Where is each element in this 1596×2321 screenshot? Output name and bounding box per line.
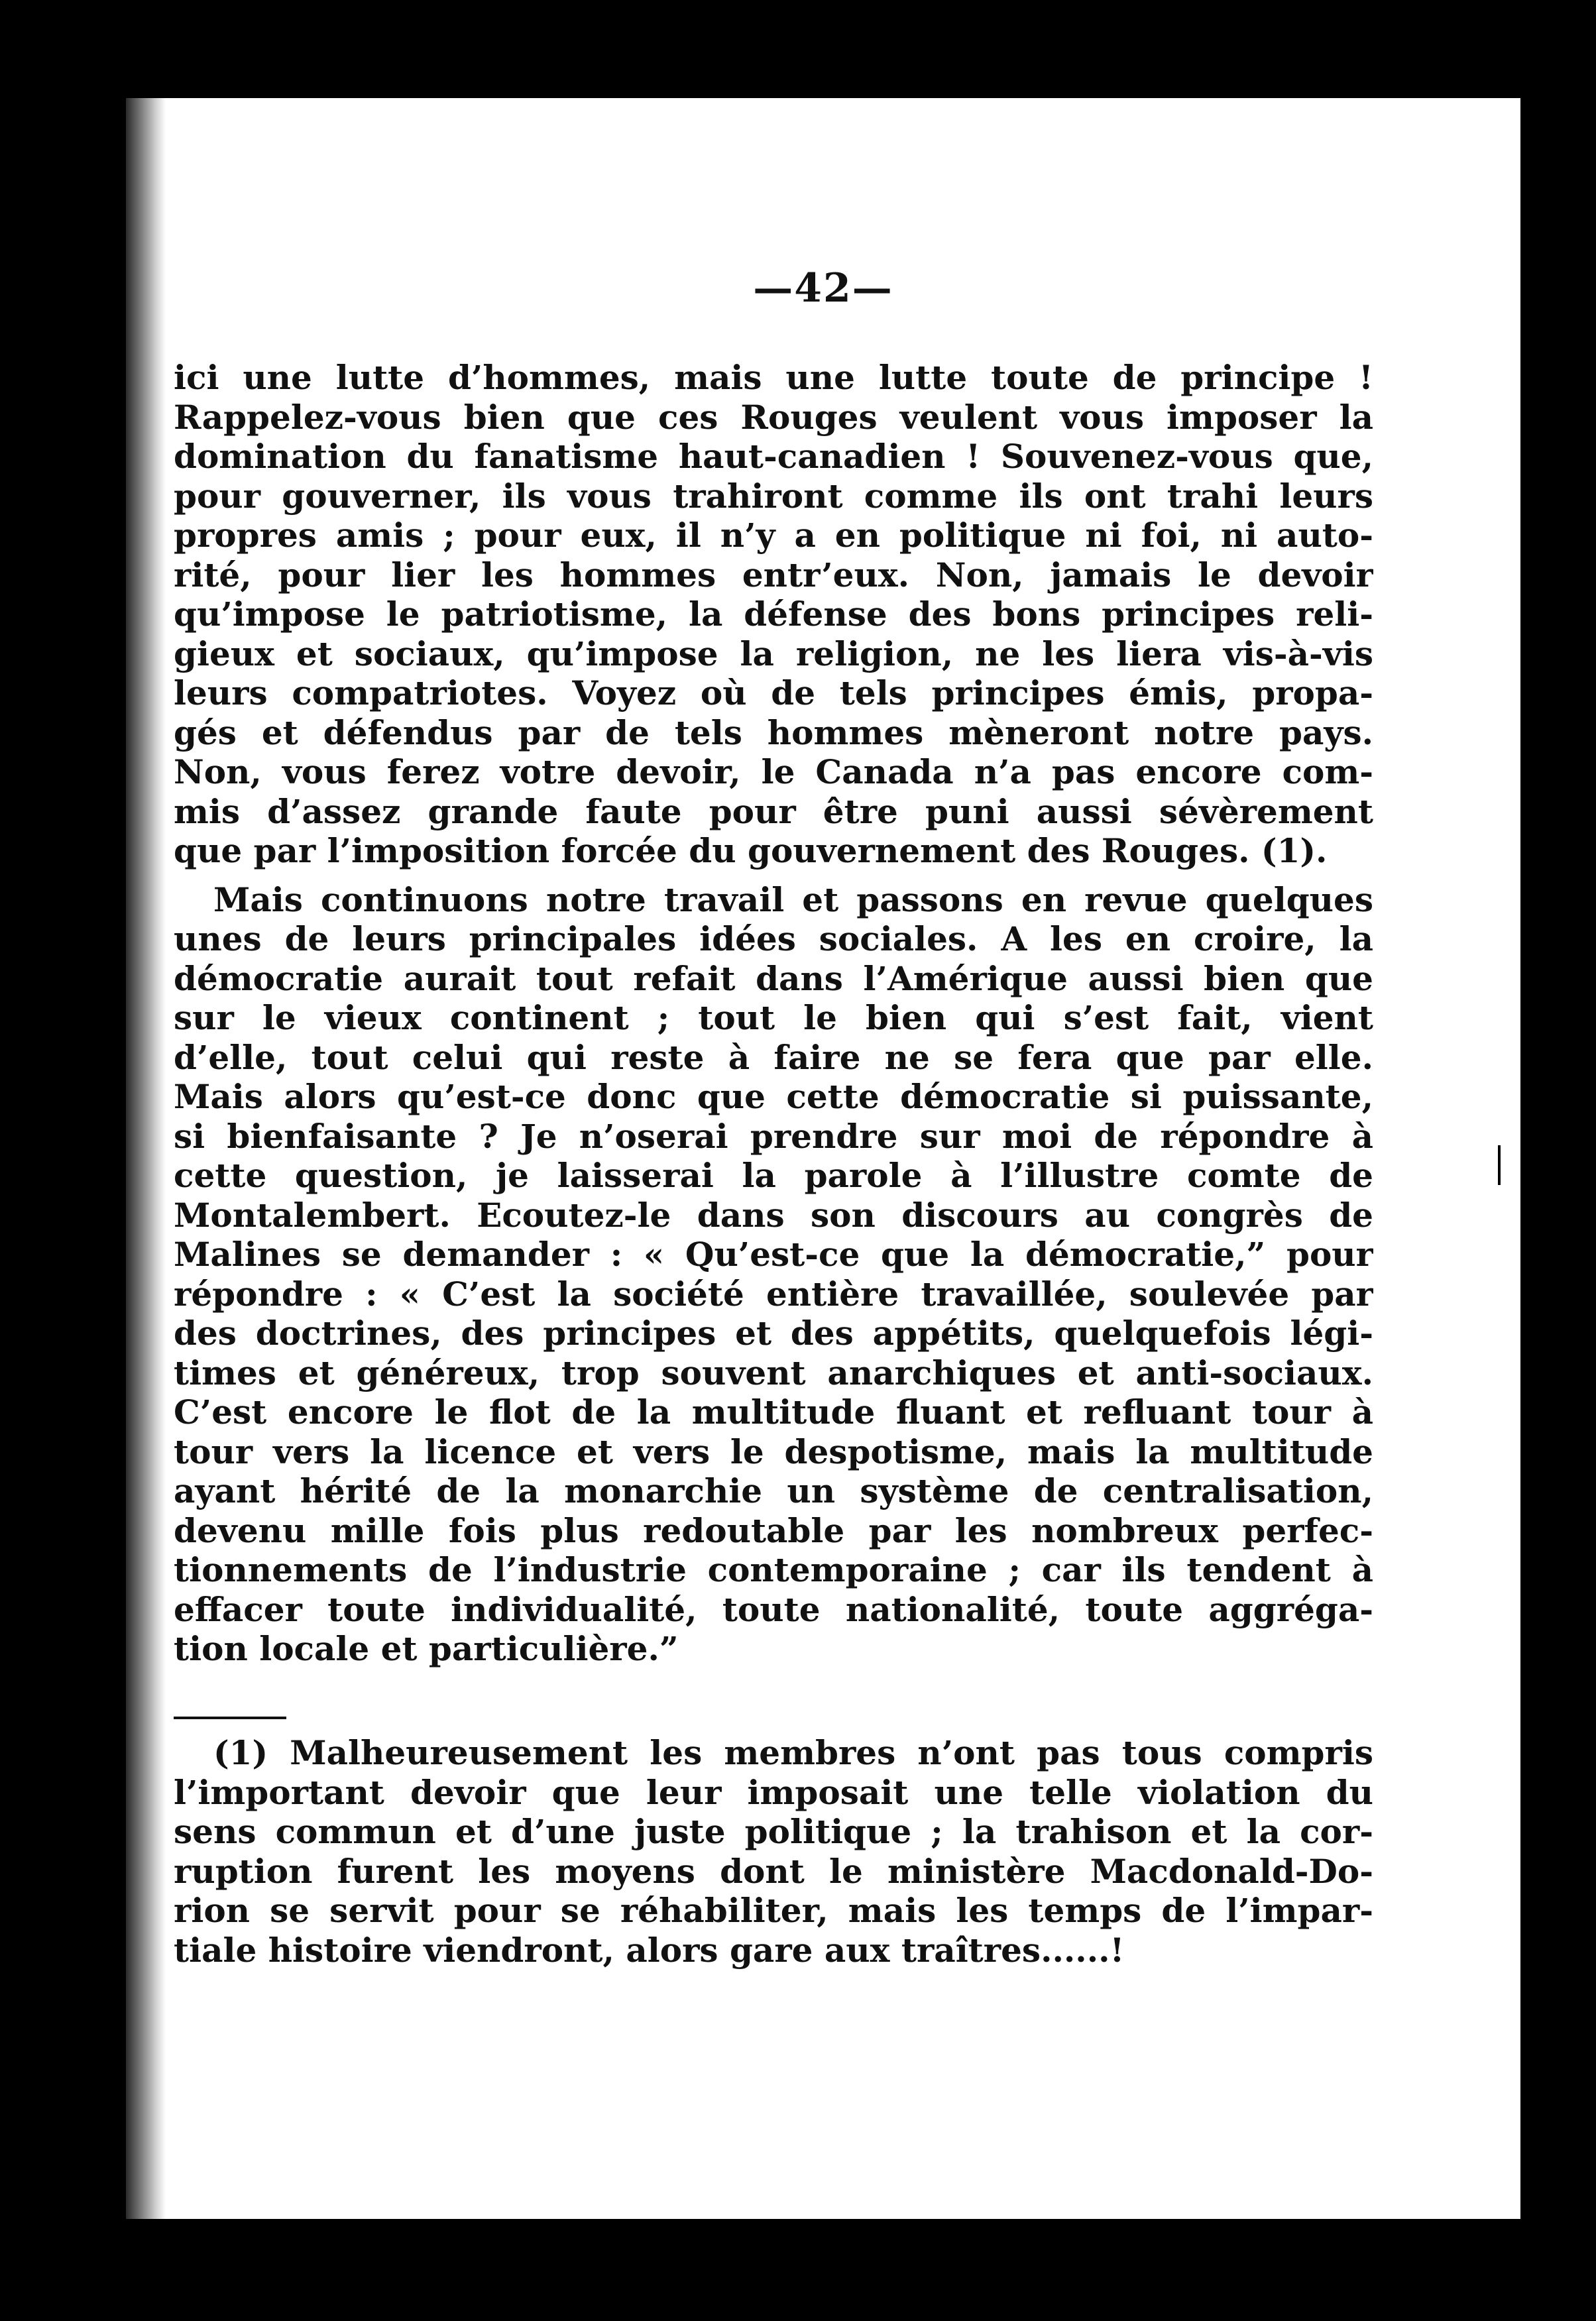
text-line: leurs compatriotes. Voyez où de tels principes émis, propa- [174,673,1373,712]
text-line: si bienfaisante ? Je n’oserai prendre sur moi de répondre à [174,1116,1373,1156]
footnote-line: ruption furent les moyens dont le ministère Macdonald-Do- [174,1851,1373,1891]
text-line: Non, vous ferez votre devoir, le Canada n’a pas encore com- [174,752,1373,791]
scan-mark [1498,1145,1501,1185]
text-line: gés et défendus par de tels hommes mèneront notre pays. [174,712,1373,752]
text-line: propres amis ; pour eux, il n’y a en politique ni foi, ni auto- [174,516,1373,555]
text-line: times et généreux, trop souvent anarchiques et anti-sociaux. [174,1353,1373,1392]
text-line: pour gouverner, ils vous trahiront comme ils ont trahi leurs [174,476,1373,516]
text-line: devenu mille fois plus redoutable par les nombreux perfec- [174,1510,1373,1550]
page-number: —42— [753,265,893,311]
text-line: domination du fanatisme haut-canadien ! Souvenez-vous que, [174,437,1373,476]
footnote [174,1733,1373,1970]
text-line: mis d’assez grande faute pour être puni aussi sévèrement [174,791,1373,831]
footnote-line: l’important devoir que leur imposait une telle violation du [174,1772,1373,1812]
main-text [174,358,1373,1669]
text-line: ici une lutte d’hommes, mais une lutte toute de principe ! [174,358,1373,397]
text-line: rité, pour lier les hommes entr’eux. Non, jamais le devoir [174,555,1373,594]
text-line: qu’impose le patriotisme, la défense des bons principes reli- [174,594,1373,634]
text-line: Mais alors qu’est-ce donc que cette démocratie si puissante, [174,1077,1373,1116]
text-line: unes de leurs principales idées sociales. A les en croire, la [174,919,1373,958]
text-line: sur le vieux continent ; tout le bien qui s’est fait, vient [174,998,1373,1037]
text-line: des doctrines, des principes et des appétits, quelquefois légi- [174,1314,1373,1353]
paragraph-1 [174,358,1373,871]
text-line: ayant hérité de la monarchie un système de centralisation, [174,1471,1373,1510]
footnote-line: tiale histoire viendront, alors gare aux traîtres......! [174,1930,1125,1970]
text-line: tour vers la licence et vers le despotisme, mais la multitude [174,1432,1373,1471]
text-line: démocratie aurait tout refait dans l’Amérique aussi bien que [174,958,1373,998]
text-line: d’elle, tout celui qui reste à faire ne se fera que par elle. [174,1037,1373,1077]
text-line: que par l’imposition forcée du gouvernement des Rouges. (1). [174,831,1328,870]
text-line: gieux et sociaux, qu’impose la religion, ne les liera vis-à-vis [174,634,1373,673]
text-line: répondre : « C’est la société entière travaillée, soulevée par [174,1274,1373,1314]
text-line: cette question, je laisserai la parole à l’illustre comte de [174,1156,1373,1195]
text-line: tionnements de l’industrie contemporaine ; car ils tendent à [174,1550,1373,1589]
paragraph-2 [174,880,1373,1669]
text-line: Mais continuons notre travail et passons en revue quelques [213,879,1373,919]
text-line: effacer toute individualité, toute nationalité, toute aggréga- [174,1589,1373,1629]
text-line: Rappelez-vous bien que ces Rouges veulent vous imposer la [174,397,1373,437]
text-line: Malines se demander : « Qu’est-ce que la démocratie,” pour [174,1235,1373,1274]
text-line: tion locale et particulière.” [174,1629,679,1668]
binding-gutter-shadow [126,98,166,2219]
text-line: C’est encore le flot de la multitude fluant et refluant tour à [174,1392,1373,1432]
footnote-line: (1) Malheureusement les membres n’ont pas tous compris [213,1733,1373,1772]
paragraph-gap [174,871,1373,880]
footnote-line: sens commun et d’une juste politique ; la trahison et la cor- [174,1812,1373,1851]
text-line: Montalembert. Ecoutez-le dans son discours au congrès de [174,1195,1373,1235]
footnote-line: rion se servit pour se réhabiliter, mais les temps de l’impar- [174,1891,1373,1930]
footnote-separator [174,1717,286,1719]
